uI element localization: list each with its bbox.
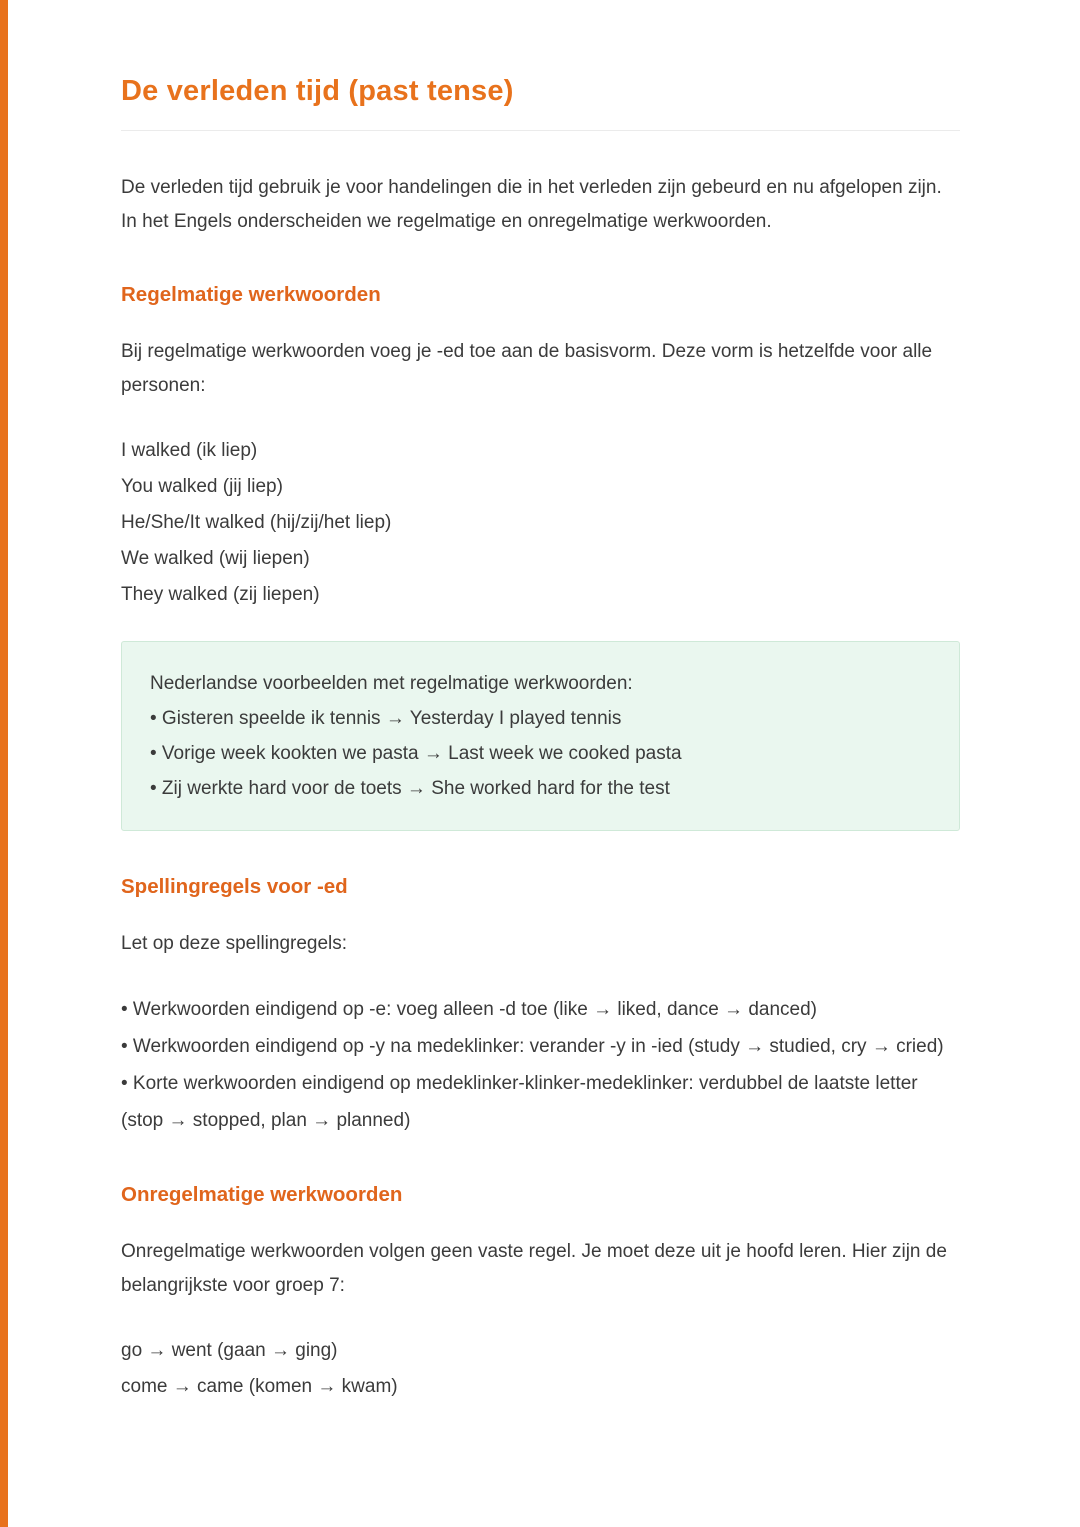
conjugation-line: They walked (zij liepen) <box>121 584 320 605</box>
page-title: De verleden tijd (past tense) <box>121 75 514 107</box>
callout-title: Nederlandse voorbeelden met regelmatige werkwoorden: <box>150 673 633 694</box>
title-divider <box>121 130 960 131</box>
callout-example-item: • Zij werkte hard voor de toets → She worked hard for the test <box>150 778 670 799</box>
spelling-rules-list <box>121 991 960 1139</box>
spelling-rule-item: • Korte werkwoorden eindigend op medeklinker-klinker-medeklinker: verdubbel de laatste letter (stop → stopped, plan → planned) <box>121 1073 918 1131</box>
left-accent-bar <box>0 0 8 1527</box>
callout-example-item: • Gisteren speelde ik tennis → Yesterday I played tennis <box>150 708 622 729</box>
conjugation-line: I walked (ik liep) <box>121 440 258 461</box>
dutch-examples-callout <box>121 641 960 831</box>
irregular-verb-list <box>121 1333 960 1405</box>
conjugation-list <box>121 433 960 613</box>
spelling-rule-item: • Werkwoorden eindigend op -y na medeklinker: verander -y in -ied (study → studied, cry → cried) <box>121 1036 944 1057</box>
conjugation-line: We walked (wij liepen) <box>121 548 310 569</box>
irregular-verb-line: go → went (gaan → ging) <box>121 1340 338 1361</box>
irregular-verb-line: come → came (komen → kwam) <box>121 1376 398 1397</box>
regular-verbs-intro: Bij regelmatige werkwoorden voeg je -ed toe aan de basisvorm. Deze vorm is hetzelfde voor alle personen: <box>121 341 933 396</box>
section-heading-spelling-rules: Spellingregels voor -ed <box>121 875 348 898</box>
section-heading-regular-verbs: Regelmatige werkwoorden <box>121 283 381 306</box>
intro-paragraph: De verleden tijd gebruik je voor handelingen die in het verleden zijn gebeurd en nu afgelopen zijn. In het Engels onderscheiden we regelmatige en onregelmatige werkwoorden. <box>121 177 942 232</box>
irregular-verbs-intro: Onregelmatige werkwoorden volgen geen vaste regel. Je moet deze uit je hoofd leren. Hier zijn de belangrijkste voor groep 7: <box>121 1241 947 1296</box>
callout-example-item: • Vorige week kookten we pasta → Last week we cooked pasta <box>150 743 682 764</box>
conjugation-line: You walked (jij liep) <box>121 476 283 497</box>
conjugation-line: He/She/It walked (hij/zij/het liep) <box>121 512 392 533</box>
spelling-rule-item: • Werkwoorden eindigend op -e: voeg alleen -d toe (like → liked, dance → danced) <box>121 999 817 1020</box>
spelling-rules-intro: Let op deze spellingregels: <box>121 933 348 954</box>
section-heading-irregular-verbs: Onregelmatige werkwoorden <box>121 1183 403 1206</box>
